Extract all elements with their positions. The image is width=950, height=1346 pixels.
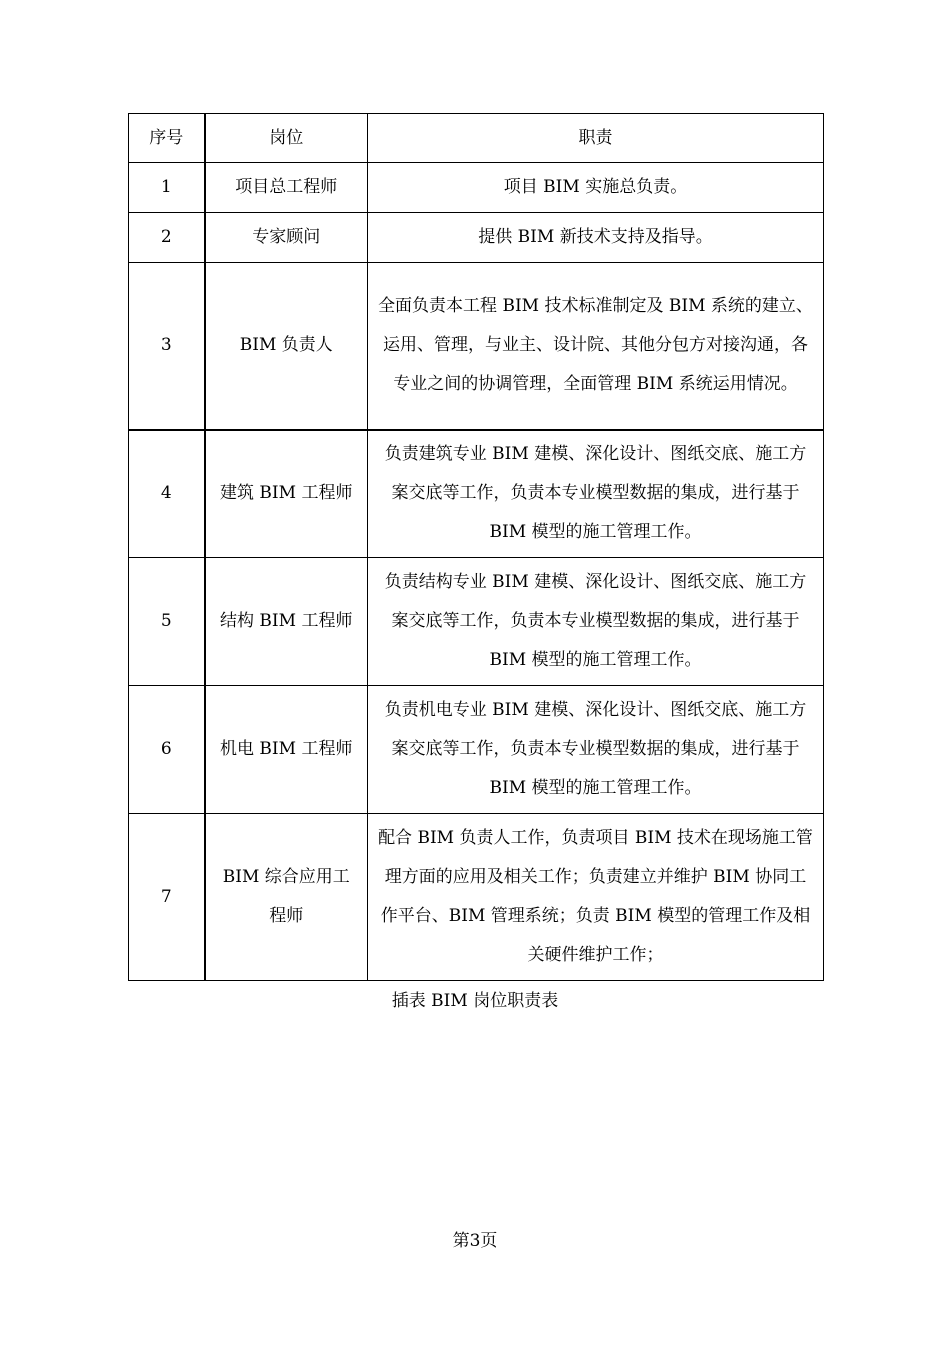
table-caption: 插表 BIM 岗位职责表 xyxy=(391,991,559,1011)
table-row xyxy=(129,213,824,263)
page-number: 第3页 xyxy=(452,1231,498,1251)
duty-table xyxy=(128,113,824,981)
header-duty: 职责 xyxy=(368,114,824,163)
row-no: 2 xyxy=(129,213,205,263)
row-duty: 全面负责本工程 BIM 技术标准制定及 BIM 系统的建立、运用、管理，与业主、设计院、其他分包方对接沟通，各专业之间的协调管理，全面管理 BIM 系统运用情况。 xyxy=(368,263,824,430)
table-row xyxy=(129,814,824,981)
table-row xyxy=(129,263,824,430)
table-row xyxy=(129,558,824,686)
row-no: 6 xyxy=(129,686,205,814)
row-no: 5 xyxy=(129,558,205,686)
row-role: BIM 负责人 xyxy=(205,263,368,430)
row-role: 专家顾问 xyxy=(205,213,368,263)
row-no: 4 xyxy=(129,430,205,558)
table-header-row xyxy=(129,114,824,163)
table-row xyxy=(129,430,824,558)
row-role: 项目总工程师 xyxy=(205,163,368,213)
row-duty: 项目 BIM 实施总负责。 xyxy=(368,163,824,213)
row-duty: 配合 BIM 负责人工作，负责项目 BIM 技术在现场施工管理方面的应用及相关工作；负责建立并维护 BIM 协同工作平台、BIM 管理系统；负责 BIM 模型的管理工作及相关硬件维护工作； xyxy=(368,814,824,981)
row-role: 结构 BIM 工程师 xyxy=(205,558,368,686)
table-row xyxy=(129,686,824,814)
header-role: 岗位 xyxy=(205,114,368,163)
row-duty: 提供 BIM 新技术支持及指导。 xyxy=(368,213,824,263)
table-row xyxy=(129,163,824,213)
row-duty: 负责机电专业 BIM 建模、深化设计、图纸交底、施工方案交底等工作，负责本专业模型数据的集成，进行基于 BIM 模型的施工管理工作。 xyxy=(368,686,824,814)
row-role: 建筑 BIM 工程师 xyxy=(205,430,368,558)
row-no: 7 xyxy=(129,814,205,981)
header-no: 序号 xyxy=(129,114,205,163)
row-no: 3 xyxy=(129,263,205,430)
row-role: 机电 BIM 工程师 xyxy=(205,686,368,814)
row-duty: 负责建筑专业 BIM 建模、深化设计、图纸交底、施工方案交底等工作，负责本专业模型数据的集成，进行基于 BIM 模型的施工管理工作。 xyxy=(368,430,824,558)
row-role: BIM 综合应用工程师 xyxy=(205,814,368,981)
row-duty: 负责结构专业 BIM 建模、深化设计、图纸交底、施工方案交底等工作，负责本专业模型数据的集成，进行基于 BIM 模型的施工管理工作。 xyxy=(368,558,824,686)
row-no: 1 xyxy=(129,163,205,213)
